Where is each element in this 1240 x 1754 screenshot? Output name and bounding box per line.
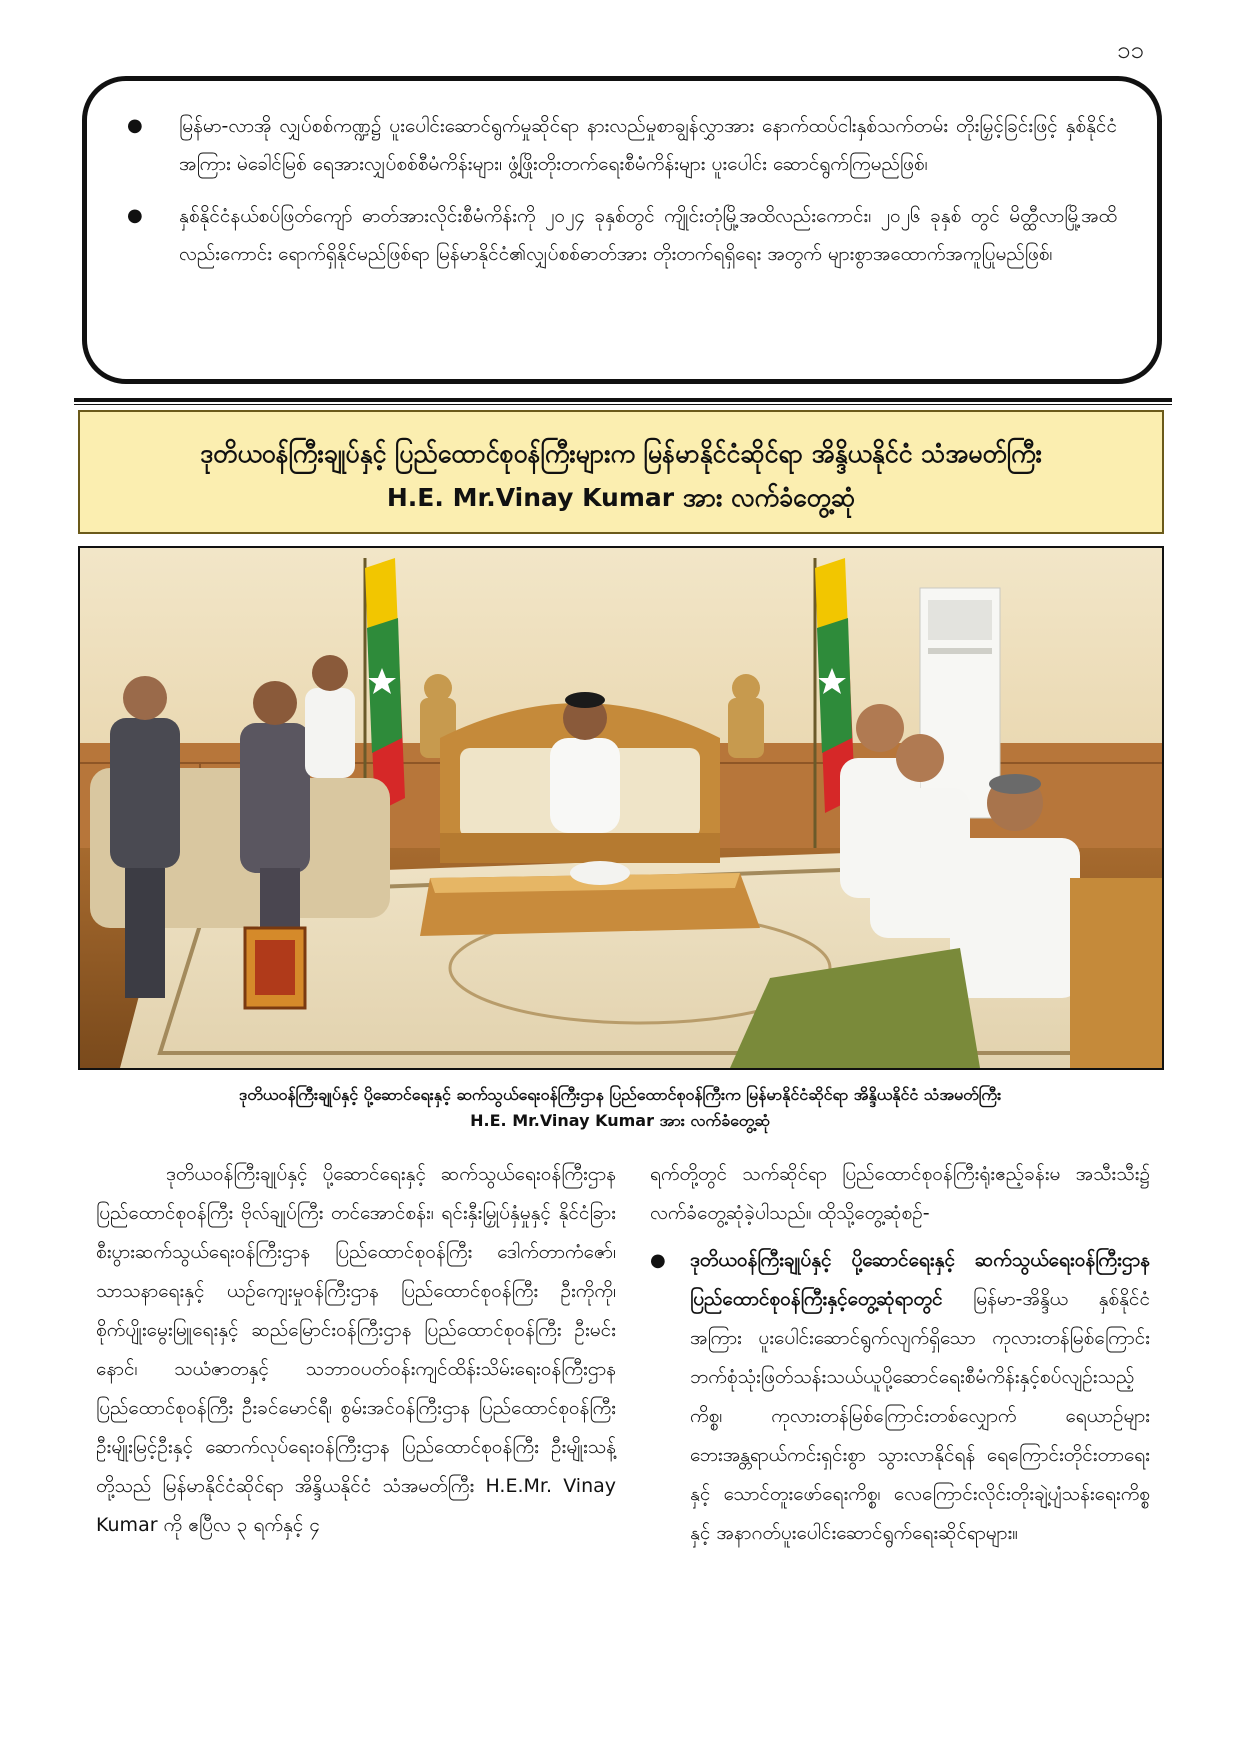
body-column-left bbox=[96, 1155, 616, 1545]
divider-thick bbox=[74, 398, 1172, 402]
summary-bullet: ● မြန်မာ-လာအို လျှပ်စစ်ကဏ္ဍ၌ ပူးပေါင်းဆောင်ရွက်မှုဆိုင်ရာ နားလည်မှုစာချွန်လွှာအား နောက်ထပ်ငါးနှစ်သက်တမ်း တိုးမြှင့်ခြင်းဖြင့် နှစ်နိုင်ငံအကြား မဲခေါင်မြစ် ရေအားလျှပ်စစ်စီမံကိန်းများ၊ ဖွံ့ဖြိုးတိုးတက်ရေးစီမံကိန်းများ ပူးပေါင်း ဆောင်ရွက်ကြမည်ဖြစ်၊ bbox=[127, 107, 1117, 183]
body-column-right bbox=[650, 1155, 1150, 1553]
photo-caption bbox=[70, 1082, 1170, 1134]
body-bullet bbox=[650, 1241, 1150, 1553]
body-paragraph-continued: ရက်တို့တွင် သက်ဆိုင်ရာ ပြည်ထောင်စုဝန်ကြီးရုံးဧည့်ခန်းမ အသီးသီး၌ လက်ခံတွေ့ဆုံခဲ့ပါသည်။ ထိုသို့တွေ့ဆုံစဉ်- bbox=[650, 1163, 1150, 1224]
meeting-photo bbox=[78, 546, 1164, 1070]
headline-line-2: H.E. Mr.Vinay Kumar အား လက်ခံတွေ့ဆုံ bbox=[386, 483, 856, 512]
caption-line-2: H.E. Mr.Vinay Kumar အား လက်ခံတွေ့ဆုံ bbox=[470, 1111, 770, 1130]
summary-box bbox=[82, 76, 1162, 384]
headline-box bbox=[78, 410, 1164, 534]
body-bullet-text: မြန်မာ-အိန္ဒိယ နှစ်နိုင်ငံအကြား ပူးပေါင်းဆောင်ရွက်လျက်ရှိသော ကုလားတန်မြစ်ကြောင်း ဘက်စုံသုံးဖြတ်သန်းသယ်ယူပို့ဆောင်ရေးစီမံကိန်းနှင့်စပ်လျဉ်းသည့်ကိစ္စ၊ ကုလားတန်မြစ်ကြောင်းတစ်လျှောက် ရေယာဉ်များ ဘေးအန္တရာယ်ကင်းရှင်းစွာ သွားလာနိုင်ရန် ရေကြောင်းတိုင်းတာရေးနှင့် သောင်တူးဖော်ရေးကိစ္စ၊ လေကြောင်းလိုင်းတိုးချဲ့ပျံသန်းရေးကိစ္စနှင့် အနာဂတ်ပူးပေါင်းဆောင်ရွက်ရေးဆိုင်ရာများ။ bbox=[690, 1288, 1150, 1544]
divider-thin bbox=[74, 404, 1172, 405]
headline-line-1: ဒုတိယဝန်ကြီးချုပ်နှင့် ပြည်ထောင်စုဝန်ကြီးများက မြန်မာနိုင်ငံဆိုင်ရာ အိန္ဒိယနိုင်ငံ သံအမတ်ကြီး bbox=[200, 439, 1042, 468]
summary-bullet: ● နှစ်နိုင်ငံနယ်စပ်ဖြတ်ကျော် ဓာတ်အားလိုင်းစီမံကိန်းကို ၂၀၂၄ ခုနှစ်တွင် ကျိုင်းတုံမြို့အထိလည်းကောင်း၊ ၂၀၂၆ ခုနှစ် တွင် မိတ္ထီလာမြို့အထိလည်းကောင်း ရောက်ရှိနိုင်မည်ဖြစ်ရာ မြန်မာနိုင်ငံ၏လျှပ်စစ်ဓာတ်အား တိုးတက်ရရှိရေး အတွက် များစွာအထောက်အကူပြုမည်ဖြစ်၊ bbox=[127, 197, 1117, 273]
caption-line-1: ဒုတိယဝန်ကြီးချုပ်နှင့် ပို့ဆောင်ရေးနှင့် ဆက်သွယ်ရေးဝန်ကြီးဌာန ပြည်ထောင်စုဝန်ကြီးက မြန်မာနိုင်ငံဆိုင်ရာ အိန္ဒိယနိုင်ငံ သံအမတ်ကြီး bbox=[238, 1085, 1002, 1104]
body-paragraph: ဒုတိယဝန်ကြီးချုပ်နှင့် ပို့ဆောင်ရေးနှင့် ဆက်သွယ်ရေးဝန်ကြီးဌာန ပြည်ထောင်စုဝန်ကြီး ဗိုလ်ချုပ်ကြီး တင်အောင်စန်း၊ ရင်းနှီးမြှုပ်နှံမှုနှင့် နိုင်ငံခြားစီးပွားဆက်သွယ်ရေးဝန်ကြီးဌာန ပြည်ထောင်စုဝန်ကြီး ဒေါက်တာကံဇော်၊ သာသနာရေးနှင့် ယဉ်ကျေးမှုဝန်ကြီးဌာန ပြည်ထောင်စုဝန်ကြီး ဦးကိုကို၊ စိုက်ပျိုးမွေးမြူရေးနှင့် ဆည်မြောင်းဝန်ကြီးဌာန ပြည်ထောင်စုဝန်ကြီး ဦးမင်းနောင်၊ သယံဇာတနှင့် သဘာဝပတ်ဝန်းကျင်ထိန်းသိမ်းရေးဝန်ကြီးဌာန ပြည်ထောင်စုဝန်ကြီး ဦးခင်မောင်ရီ၊ စွမ်းအင်ဝန်ကြီးဌာန ပြည်ထောင်စုဝန်ကြီး ဦးမျိုးမြင့်ဦးနှင့် ဆောက်လုပ်ရေးဝန်ကြီးဌာန ပြည်ထောင်စုဝန်ကြီး ဦးမျိုးသန့်တို့သည် မြန်မာနိုင်ငံဆိုင်ရာ အိန္ဒိယနိုင်ငံ သံအမတ်ကြီး H.E.Mr. Vinay Kumar ကို ဧပြီလ ၃ ရက်နှင့် ၄ bbox=[96, 1163, 616, 1536]
body-bullet-lead: ဒုတိယဝန်ကြီးချုပ်နှင့် ပို့ဆောင်ရေးနှင့် ဆက်သွယ်ရေးဝန်ကြီးဌာန ပြည်ထောင်စုဝန်ကြီးနှင့်တွေ့ဆုံရာတွင် bbox=[690, 1249, 1150, 1310]
summary-list bbox=[127, 107, 1117, 273]
page-number: ၁၁ bbox=[1117, 36, 1144, 64]
meeting-photo-illustration bbox=[80, 548, 1162, 1068]
